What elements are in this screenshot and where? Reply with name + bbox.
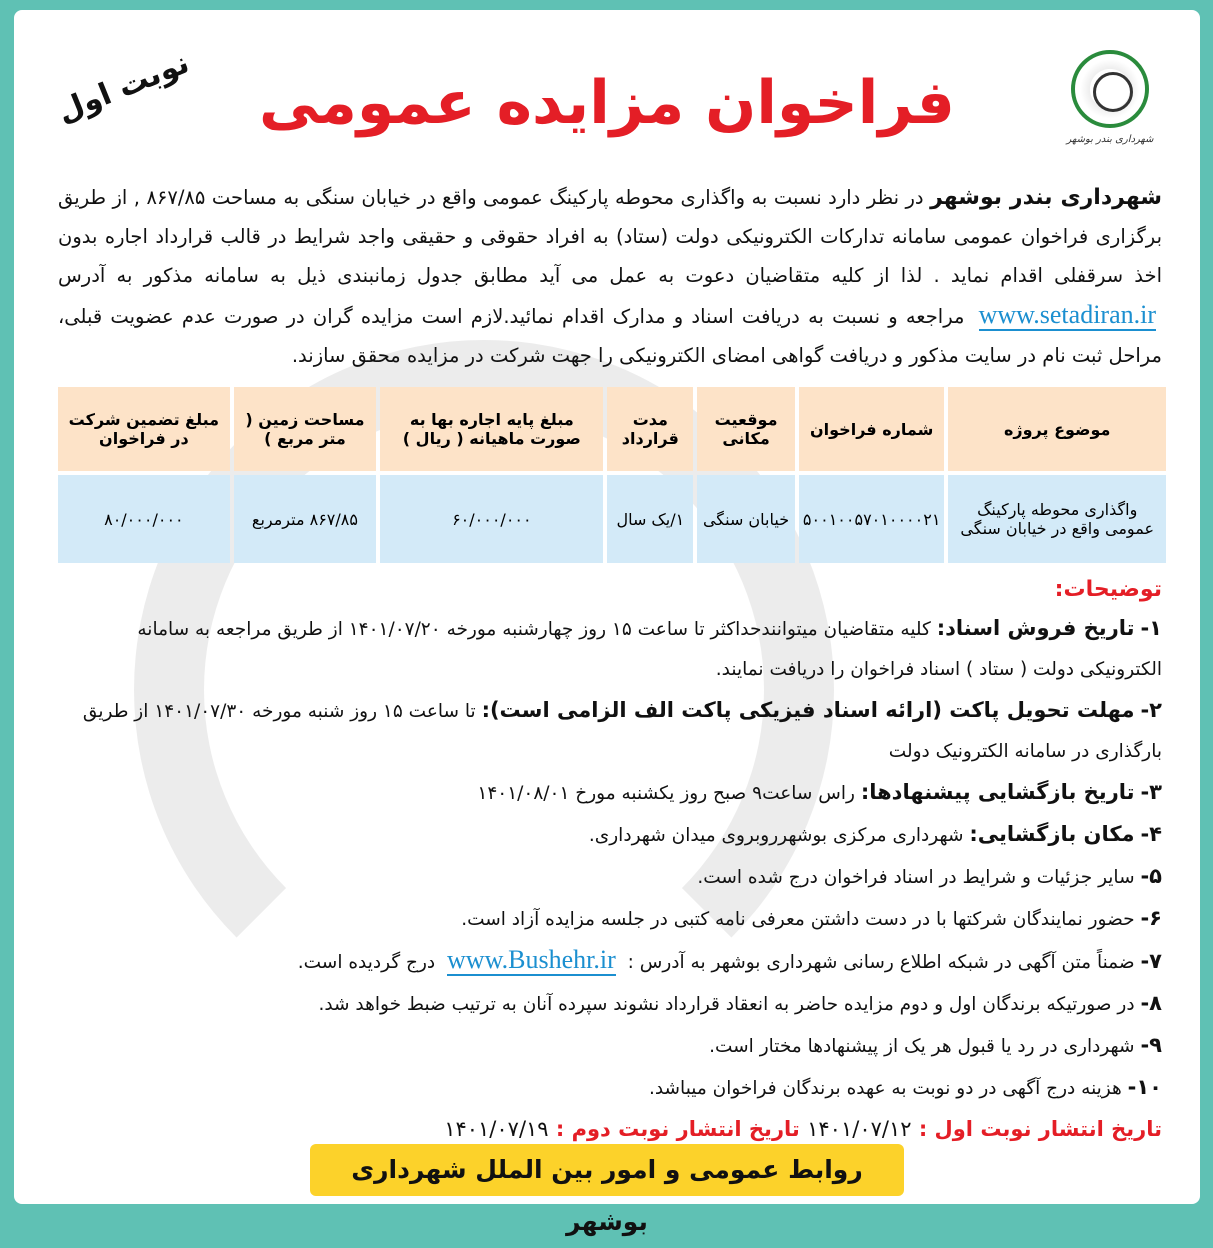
note-number: ۳- bbox=[1140, 780, 1162, 804]
note-number: ۹- bbox=[1140, 1033, 1162, 1057]
note-number: ۶- bbox=[1140, 906, 1162, 930]
note-item bbox=[50, 814, 1162, 856]
second-date-label: تاریخ انتشار نوبت دوم : bbox=[555, 1117, 800, 1141]
note-text: شهرداری در رد یا قبول هر یک از پیشنهادها مختار است. bbox=[709, 1036, 1141, 1057]
page-title: فراخوان مزایده عمومی bbox=[259, 68, 955, 138]
auction-notice bbox=[14, 10, 1200, 1236]
note-number: ۵- bbox=[1140, 864, 1162, 888]
setadiran-link[interactable]: www.setadiran.ir bbox=[978, 300, 1156, 329]
table-cell: ۱/یک سال bbox=[607, 475, 693, 563]
turn-badge: نوبت اول bbox=[52, 45, 195, 130]
notes-heading: توضیحات: bbox=[1054, 577, 1162, 602]
note-item bbox=[50, 856, 1162, 898]
note-number: ۲- bbox=[1140, 698, 1162, 722]
table-cell: ۸۶۷/۸۵ مترمربع bbox=[234, 475, 376, 563]
note-item bbox=[50, 898, 1162, 940]
note-number: ۱۰- bbox=[1127, 1075, 1162, 1099]
table-cell: خیابان سنگی bbox=[697, 475, 795, 563]
col-header: مبلغ پایه اجاره بها به صورت ماهیانه ( ریال ) bbox=[380, 387, 603, 471]
col-header: مساحت زمین ( متر مربع ) bbox=[234, 387, 376, 471]
table-row bbox=[58, 475, 1166, 563]
note-label: مهلت تحویل پاکت (ارائه اسناد فیزیکی پاکت الف الزامی است): bbox=[481, 698, 1135, 722]
col-header: مبلغ تضمین شرکت در فراخوان bbox=[58, 387, 230, 471]
first-date-label: تاریخ انتشار نوبت اول : bbox=[918, 1117, 1162, 1141]
note-item bbox=[50, 608, 1162, 690]
note-item bbox=[50, 940, 1162, 983]
note-number: ۴- bbox=[1140, 822, 1162, 846]
note-label: تاریخ فروش اسناد: bbox=[936, 616, 1135, 640]
note-text: شهرداری مرکزی بوشهرروبروی میدان شهرداری. bbox=[588, 825, 970, 846]
publish-dates bbox=[50, 1109, 1162, 1149]
note-label: مکان بازگشایی: bbox=[969, 822, 1135, 846]
second-date: ۱۴۰۱/۰۷/۱۹ bbox=[444, 1117, 549, 1141]
table-cell: واگذاری محوطه پارکینگ عمومی واقع در خیابان سنگی bbox=[948, 475, 1166, 563]
table-cell: ۸۰/۰۰۰/۰۰۰ bbox=[58, 475, 230, 563]
note-item bbox=[50, 772, 1162, 814]
note-number: ۱- bbox=[1140, 616, 1162, 640]
table-cell: ۵۰۰۱۰۰۵۷۰۱۰۰۰۰۲۱ bbox=[799, 475, 945, 563]
note-text: تا ساعت ۱۵ روز شنبه مورخه ۱۴۰۱/۰۷/۳۰ از طریق بارگذاری در سامانه الکترونیک دولت bbox=[82, 701, 1162, 762]
note-number: ۷- bbox=[1140, 949, 1162, 973]
footer-banner: روابط عمومی و امور بین الملل شهرداری بوشهر bbox=[310, 1144, 904, 1196]
bushehr-link[interactable]: www.Bushehr.ir bbox=[447, 945, 616, 974]
first-date: ۱۴۰۱/۰۷/۱۲ bbox=[807, 1117, 912, 1141]
note-item bbox=[50, 1025, 1162, 1067]
intro-text-2: مراجعه و نسبت به دریافت اسناد و مدارک اقدام نمائید.لازم است مزایده گران در صورت عدم عضویت قبلی، مراحل ثبت نام در سایت مذکور و دریافت گواهی امضای الکترونیکی را جهت شرکت در مزایده محقق سازند. bbox=[58, 305, 1162, 367]
table-header-row bbox=[58, 387, 1166, 471]
note-text: هزینه درج آگهی در دو نوبت به عهده برندگان فراخوان میباشد. bbox=[648, 1078, 1128, 1099]
note-text: حضور نمایندگان شرکتها با در دست داشتن معرفی نامه کتبی در جلسه مزایده آزاد است. bbox=[461, 909, 1141, 930]
col-header: شماره فراخوان bbox=[799, 387, 945, 471]
note-text: سایر جزئیات و شرایط در اسناد فراخوان درج شده است. bbox=[697, 867, 1141, 888]
note-text: در صورتیکه برندگان اول و دوم مزایده حاضر به انعقاد قرارداد نشوند سپرده آنان به ترتیب ضبط خواهد شد. bbox=[318, 994, 1141, 1015]
intro-paragraph bbox=[58, 178, 1162, 375]
note-item bbox=[50, 1067, 1162, 1109]
note-text: کلیه متقاضیان میتوانندحداکثر تا ساعت ۱۵ روز چهارشنبه مورخه ۱۴۰۱/۰۷/۲۰ از طریق مراجعه به سامانه الکترونیکی دولت ( ستاد ) اسناد فراخوان را دریافت نمایند. bbox=[137, 619, 1162, 680]
org-name: شهرداری بندر بوشهر bbox=[930, 185, 1162, 210]
note-text: ضمناً متن آگهی در شبکه اطلاع رسانی شهرداری بوشهر به آدرس : bbox=[627, 952, 1141, 973]
note-number: ۸- bbox=[1140, 991, 1162, 1015]
notes-section bbox=[50, 572, 1162, 1149]
note-text: درج گردیده است. bbox=[297, 952, 442, 973]
note-item bbox=[50, 690, 1162, 772]
note-item bbox=[50, 983, 1162, 1025]
note-text: راس ساعت۹ صبح روز یکشنبه مورخ ۱۴۰۱/۰۸/۰۱ bbox=[477, 783, 861, 804]
table-cell: ۶۰/۰۰۰/۰۰۰ bbox=[380, 475, 603, 563]
note-label: تاریخ بازگشایی پیشنهادها: bbox=[860, 780, 1135, 804]
col-header: موقعیت مکانی bbox=[697, 387, 795, 471]
logo-caption: شهرداری بندر بوشهر bbox=[1066, 134, 1154, 145]
auction-table bbox=[54, 383, 1170, 567]
col-header: موضوع پروژه bbox=[948, 387, 1166, 471]
col-header: مدت قرارداد bbox=[607, 387, 693, 471]
intro-text: در نظر دارد نسبت به واگذاری محوطه پارکینگ عمومی واقع در خیابان سنگی به مساحت ۸۶۷/۸۵ , از طریق برگزاری فراخوان عمومی سامانه تدارکات الکترونیکی دولت (ستاد) به افراد حقوقی و حقیقی واجد شرایط در قالب قرارداد اجاره بدون اخذ سرقفلی اقدام نماید . لذا از کلیه متقاضیان دعوت به عمل می آید مطابق جدول زمانبندی ذیل به سامانه مذکور به آدرس bbox=[58, 186, 1162, 287]
